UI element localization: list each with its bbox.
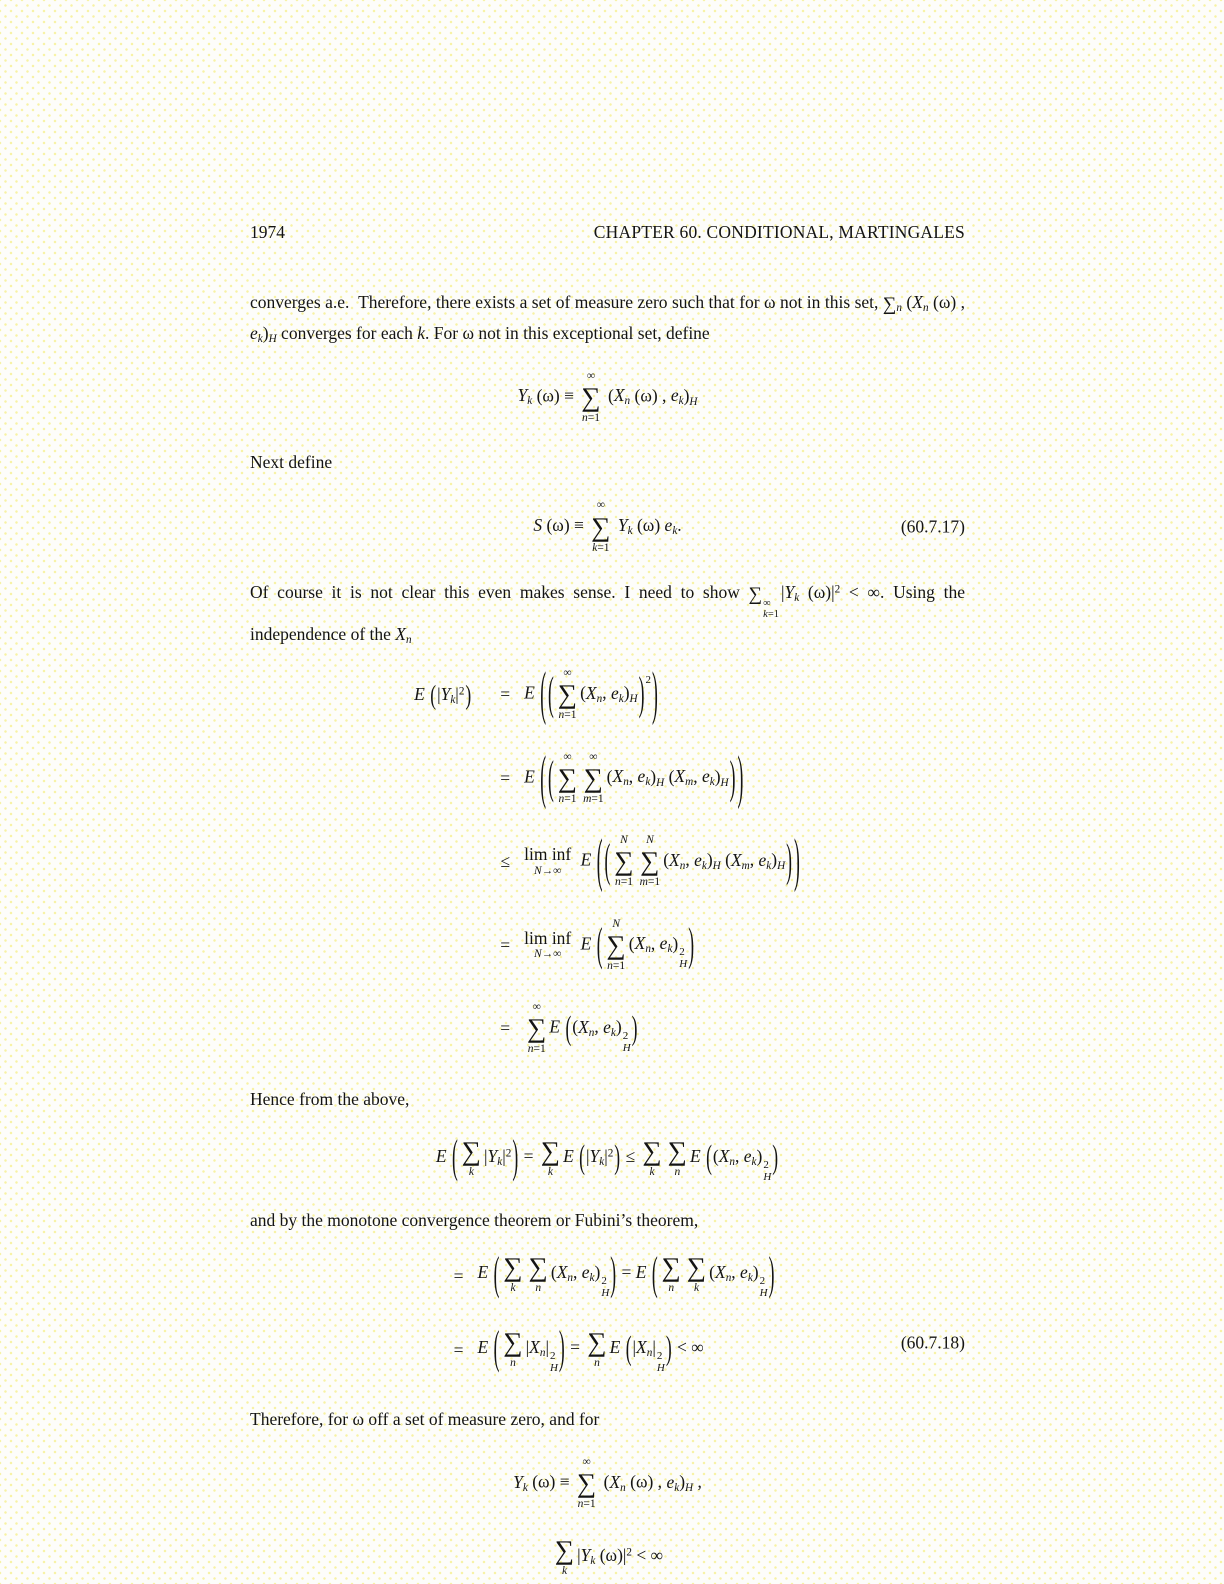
- derivation-row-3: [414, 820, 801, 903]
- equation-s-definition: [250, 499, 965, 554]
- equation-final-sum: ∑ k $|Y_k$ $(\omega)|^2$ < ∞: [554, 1534, 664, 1577]
- derivation-lhs: [414, 987, 486, 1070]
- paragraph-hence: Hence from the above,: [250, 1089, 410, 1110]
- fubini-rhs: E ( ∑ n $|X_n|$ 2 H ) = ∑ n E ($|X_n|$ 2 H ) < ∞: [477, 1320, 704, 1374]
- fubini-block: [250, 1239, 965, 1388]
- equation-s-body: S (ω) ≡ ∞ ∑ k=1 $Y_k$ (ω) $e_k$.: [533, 499, 682, 554]
- equation-tag-60-7-18: (60.7.18): [900, 1332, 965, 1353]
- derivation-lhs: [414, 904, 486, 987]
- relation-symbol: =: [500, 1018, 511, 1039]
- page-header: [250, 222, 965, 243]
- page-number: 1974: [250, 222, 285, 242]
- derivation-row-4: [414, 904, 801, 987]
- paragraph-intro: converges a.e. Therefore, there exists a set of measure zero such that for ω not in this set, $\sum_n$ ($X_n$ (ω) , $e_k)_H$ converges for each k. For ω not in this exceptional set, define: [250, 292, 965, 345]
- derivation-rhs: ∞ ∑ n=1 E (($X_n$, $e_k$) 2 H ): [527, 1000, 638, 1056]
- derivation-lhs: [414, 737, 486, 820]
- derivation-row-5: [414, 987, 801, 1070]
- derivation-lhs: E $(|Y_k|^2)$: [414, 679, 472, 711]
- chapter-title: CHAPTER 60. CONDITIONAL, MARTINGALES: [593, 222, 965, 242]
- relation-symbol: ≤: [500, 851, 510, 872]
- paragraph-of-course: Of course it is not clear this even makes sense. I need to show ∑ ∞ k=1 $|Y_k$ $(\omega)|^2$ < ∞. Using the independence of the $X_n$: [250, 581, 965, 647]
- fubini-row-1: [440, 1239, 776, 1313]
- fubini-row-2: [440, 1314, 776, 1388]
- derivation-block: [414, 653, 801, 1070]
- relation-symbol: =: [500, 767, 511, 788]
- fubini-table: [440, 1239, 776, 1388]
- equation-tag-60-7-17: (60.7.17): [900, 516, 965, 537]
- derivation-rhs: E ( ( ∞ ∑ n=1 ($X_n$, $e_k)_H)^2$): [524, 658, 658, 727]
- derivation-rhs: lim inf N→∞ E ( N ∑ n=1 ($X_n$, $e_k$) 2 H ): [524, 916, 695, 972]
- equation-final-yk: $Y_k$ (ω) ≡ ∞ ∑ n=1 ($X_n$ (ω) , $e_k)_H$ ,: [513, 1456, 702, 1511]
- derivation-lhs: [414, 820, 486, 903]
- relation-symbol: =: [500, 684, 511, 705]
- relation-symbol: =: [453, 1265, 464, 1286]
- relation-symbol: =: [453, 1340, 464, 1361]
- derivation-row-1: [414, 653, 801, 736]
- fubini-rhs: E ( ∑ k ∑ n ($X_n$, $e_k$) 2 H ) = E ( ∑ n ∑ k ($X_n$, $e_k$) 2 H ): [477, 1245, 775, 1300]
- equation-hence: E ( ∑ k $|Y_k|^2$) = ∑ k E $(|Y_k|^2)$ ≤ ∑ k ∑ n E (($X_n$, $e_k$) 2 H ): [435, 1129, 779, 1183]
- equation-yk-definition: $Y_k$ (ω) ≡ ∞ ∑ n=1 ($X_n$ (ω) , $e_k)_H$: [517, 369, 698, 424]
- paragraph-next-define: Next define: [250, 452, 333, 473]
- derivation-rhs: lim inf N→∞ E ( ( N ∑ n=1 N ∑ m=1 ($X_n$, $e_k)_H$ ($X_m$, $e_k)_H$) ): [524, 825, 800, 894]
- derivation-rhs: E ( ( ∞ ∑ n=1 ∞ ∑ m=1 ($X_n$, $e_k)_H$ ($X_m$, $e_k)_H$) ): [524, 741, 744, 810]
- paragraph-therefore: Therefore, for ω off a set of measure zero, and for: [250, 1408, 600, 1429]
- paragraph-monotone: and by the monotone convergence theorem or Fubini’s theorem,: [250, 1209, 699, 1230]
- derivation-row-2: [414, 737, 801, 820]
- relation-symbol: =: [500, 934, 511, 955]
